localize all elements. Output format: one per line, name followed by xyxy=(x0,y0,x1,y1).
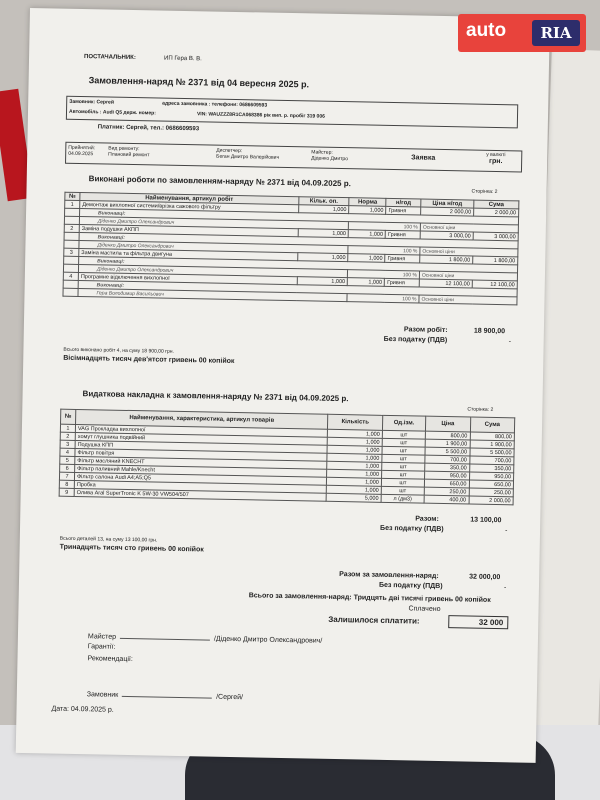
executor-share-note: Основної ціни xyxy=(419,295,517,305)
goods-col-unit: Од.ізм. xyxy=(382,415,425,431)
goods-unit: шт xyxy=(381,470,424,479)
works-vat-value: - xyxy=(508,338,512,346)
executor-share-note: Основної ціни xyxy=(420,223,518,233)
work-sum: 3 000,00 xyxy=(473,232,518,241)
order-total-label: Разом за замовлення-наряд: xyxy=(339,571,439,580)
customer-signature-line xyxy=(122,690,212,699)
goods-n: 3 xyxy=(60,440,75,448)
goods-qty: 1,000 xyxy=(327,437,382,446)
goods-sum: 250,00 xyxy=(469,488,514,497)
goods-price: 1 900,00 xyxy=(425,439,470,448)
goods-name: Фільтр масляний KNECHT xyxy=(75,456,327,469)
order-total-words: Всього за замовлення-наряд: Тридцять дві тисячі гривень 00 копійок xyxy=(248,592,491,604)
goods-qty: 1,000 xyxy=(327,485,382,494)
works-total-label: Разом робіт: xyxy=(403,326,448,335)
work-unit: Гривня xyxy=(385,254,420,263)
works-total-words: Вісімнадцять тисяч дев'ятсот гривень 00 копійок xyxy=(63,354,235,365)
goods-price: 250,00 xyxy=(424,487,469,496)
goods-col-qty: Кількість xyxy=(328,414,383,430)
request-label: Заявка xyxy=(411,154,436,162)
work-price: 3 000,00 xyxy=(420,231,473,240)
auto-ria-watermark xyxy=(458,14,586,52)
goods-name: VAG Прокладка вихлопної xyxy=(75,424,327,437)
currency-value: грн. xyxy=(488,157,503,166)
work-norm: 1,000 xyxy=(348,254,385,263)
customer-signature-row xyxy=(87,689,243,701)
goods-sum: 1 900,00 xyxy=(470,440,515,449)
goods-vat-value: - xyxy=(504,527,508,535)
work-name: Програмне відключення вихлопної xyxy=(78,272,297,284)
goods-price: 800,00 xyxy=(425,431,470,440)
executor-share: 100 % xyxy=(348,246,420,255)
executor-name: Гера Володимир Васильович xyxy=(78,288,347,301)
work-sum: 2 000,00 xyxy=(474,208,519,217)
works-summary: Всього виконано робіт 4, на суму 18 900,00 грн. xyxy=(63,346,174,355)
recommendations-label: Рекомендації: xyxy=(87,655,133,664)
executor-name: Діденко Дмитро Олександрович xyxy=(78,264,347,277)
goods-n: 1 xyxy=(60,424,75,432)
goods-n: 8 xyxy=(59,480,74,488)
goods-price: 350,00 xyxy=(425,463,470,472)
work-name: Заміна мастила та фільтра двигуна xyxy=(79,248,298,260)
car-line: Автомобіль : Audi Q5 держ. номер: xyxy=(68,108,156,117)
master-label: Майстер: xyxy=(311,149,333,156)
goods-unit: шт xyxy=(382,462,425,471)
currency-label: у валюті xyxy=(486,151,506,159)
goods-name: Фільтр повітря xyxy=(75,448,327,461)
goods-n: 7 xyxy=(59,472,74,480)
goods-qty: 1,000 xyxy=(327,461,382,470)
goods-n: 2 xyxy=(60,432,75,440)
received-value: 04.09.2025 xyxy=(68,150,94,158)
work-price: 1 800,00 xyxy=(420,255,473,264)
goods-qty: 1,000 xyxy=(327,453,382,462)
goods-col-name: Найменування, характеристика, артикул товарів xyxy=(76,409,329,429)
supplier-name: ИП Гера В. В. xyxy=(163,55,202,63)
goods-unit: шт xyxy=(382,454,425,463)
works-col-unit: н/год xyxy=(386,198,421,207)
works-vat-label: Без податку (ПДВ) xyxy=(383,335,448,345)
works-title: Виконані роботи по замовленням-наряду № 2371 від 04.09.2025 р. xyxy=(88,174,351,189)
executors-label: Виконавці: xyxy=(78,280,517,296)
work-sum: 12 100,00 xyxy=(472,280,517,289)
goods-qty: 1,000 xyxy=(328,429,383,438)
master-signature-row xyxy=(88,631,322,644)
received-label: Прийнятий: xyxy=(68,144,96,152)
goods-col-n: № xyxy=(61,409,76,424)
work-norm: 1,000 xyxy=(348,230,385,239)
watermark-ria-badge: RIA xyxy=(532,20,580,46)
works-col-n: № xyxy=(65,192,80,200)
executor-share: 100 % xyxy=(349,222,421,231)
work-qty: 1,000 xyxy=(297,277,348,286)
work-norm: 1,000 xyxy=(348,278,385,287)
goods-col-sum: Сума xyxy=(470,417,515,433)
works-table xyxy=(62,192,519,306)
master-signature-line xyxy=(120,632,210,641)
goods-price: 700,00 xyxy=(425,455,470,464)
supplier-label: ПОСТАЧАЛЬНИК: xyxy=(84,54,136,62)
goods-unit: шт xyxy=(382,430,425,439)
work-qty: 1,000 xyxy=(298,229,349,238)
executor-share: 100 % xyxy=(348,270,420,279)
executor-name: Діденко Дмитро Олександрович xyxy=(79,216,348,229)
goods-sum: 700,00 xyxy=(469,456,514,465)
order-document xyxy=(16,8,550,763)
goods-unit: шт xyxy=(382,446,425,455)
goods-sum: 350,00 xyxy=(469,464,514,473)
due-value: 32 000 xyxy=(448,615,508,629)
work-unit: Гривня xyxy=(386,206,421,215)
goods-name: Пробка xyxy=(74,480,326,493)
goods-title: Видаткова накладна к замовлення-наряду № 2371 від 04.09.2025 р. xyxy=(82,389,349,404)
customer-signature-name: /Сергей/ xyxy=(216,693,244,702)
goods-price: 400,00 xyxy=(424,495,469,504)
order-total-value: 32 000,00 xyxy=(469,573,501,582)
vin-line: VIN: WAUZZZ8R1CA068386 рік вип. р. пробіг 319 006 xyxy=(196,111,325,120)
goods-unit: шт xyxy=(382,438,425,447)
warranty-label: Гарантії: xyxy=(87,643,116,651)
work-name: Демонтаж вихлопної системи/врізка сажового фільтру xyxy=(80,200,299,212)
goods-unit: шт xyxy=(381,486,424,495)
order-vat-value: - xyxy=(503,584,507,592)
goods-qty: 1,000 xyxy=(327,469,382,478)
master-value: Діденко Дмитро xyxy=(311,155,349,163)
work-norm: 1,000 xyxy=(349,206,386,215)
goods-name: хомут глушника подвійний xyxy=(75,432,327,445)
due-label: Залишилося сплатити: xyxy=(328,614,420,626)
goods-sum: 5 500,00 xyxy=(469,448,514,457)
goods-n: 5 xyxy=(60,456,75,464)
work-unit: Гривня xyxy=(385,230,420,239)
executor-share-note: Основної ціни xyxy=(420,247,518,257)
goods-total-label: Разом: xyxy=(415,515,439,523)
paid-label: Сплачено xyxy=(408,605,441,613)
goods-sum: 650,00 xyxy=(469,480,514,489)
works-col-sum: Сума xyxy=(474,200,519,209)
goods-sum: 2 000,00 xyxy=(469,496,514,505)
goods-total-value: 13 100,00 xyxy=(470,516,502,525)
goods-price: 950,00 xyxy=(425,471,470,480)
work-n: 3 xyxy=(64,248,79,256)
goods-price: 5 500,00 xyxy=(425,447,470,456)
goods-unit: шт xyxy=(381,478,424,487)
work-unit: Гривня xyxy=(385,278,420,287)
dispatcher-value: Беган Дмитро Валерійович xyxy=(216,153,280,161)
works-total-value: 18 900,00 xyxy=(473,327,506,336)
work-qty: 1,000 xyxy=(298,205,349,214)
work-price: 12 100,00 xyxy=(419,279,472,288)
goods-page-number: Сторінка: 2 xyxy=(467,406,494,413)
goods-summary: Всього деталей 13, на суму 13 100,00 грн. xyxy=(59,535,158,544)
executors-label: Виконавці: xyxy=(79,256,518,272)
goods-qty: 1,000 xyxy=(327,477,382,486)
document-date: Дата: 04.09.2025 р. xyxy=(51,705,114,714)
work-sum: 1 800,00 xyxy=(473,256,518,265)
executor-share: 100 % xyxy=(347,294,419,303)
info-strip xyxy=(65,142,522,173)
master-signature-label: Майстер xyxy=(87,633,117,641)
works-col-qty: Кільк. оп. xyxy=(299,197,350,206)
goods-qty: 5,000 xyxy=(326,493,381,502)
works-col-norm: Норма xyxy=(349,198,386,207)
customer-signature-label: Замовник xyxy=(86,691,119,699)
goods-n: 6 xyxy=(60,464,75,472)
works-col-name: Найменування, артикул робіт xyxy=(80,192,299,204)
goods-total-words: Тринадцять тисяч сто гривень 00 копійок xyxy=(59,543,204,554)
goods-unit: л (дм3) xyxy=(381,494,424,503)
goods-n: 4 xyxy=(60,448,75,456)
goods-name: Олива Aral SuperTronic K 5W-30 VW504/507 xyxy=(74,488,326,501)
watermark-auto-text: auto xyxy=(466,20,507,41)
repair-type-value: Плановий ремонт xyxy=(108,151,150,159)
customer-box xyxy=(66,96,518,129)
executor-name: Діденко Дмитро Олександрович xyxy=(79,240,348,253)
executors-label: Виконавці: xyxy=(80,208,519,224)
repair-type-label: Вид ремонту: xyxy=(108,145,140,153)
work-n: 1 xyxy=(65,200,80,208)
goods-sum: 800,00 xyxy=(470,432,515,441)
address-line: адреса замовника : телефони: 0686609593 xyxy=(162,100,268,109)
goods-table xyxy=(59,409,516,506)
order-vat-label: Без податку (ПДВ) xyxy=(378,581,443,591)
document-title: Замовлення-наряд № 2371 від 04 вересня 2025 р. xyxy=(88,75,310,90)
goods-vat-label: Без податку (ПДВ) xyxy=(380,524,444,534)
goods-name: Подушка КПП xyxy=(75,440,327,453)
goods-price: 650,00 xyxy=(424,479,469,488)
goods-name: Фільтр салона Audi A4;A5;Q5 xyxy=(74,472,326,485)
goods-n: 9 xyxy=(59,488,74,496)
executor-share-note: Основної ціни xyxy=(419,271,517,281)
goods-sum: 950,00 xyxy=(469,472,514,481)
goods-col-price: Ціна xyxy=(425,416,470,432)
executors-label: Виконавці: xyxy=(79,232,518,248)
goods-name: Фільтр паливний Mahle/Knecht xyxy=(75,464,327,477)
work-n: 4 xyxy=(63,272,78,280)
works-col-price: Ціна н/год xyxy=(421,199,474,208)
payer-line: Платник: Сергей, тел.: 0686609593 xyxy=(97,124,200,133)
work-n: 2 xyxy=(64,224,79,232)
goods-qty: 1,000 xyxy=(327,445,382,454)
work-name: Заміна подушки АКПП xyxy=(79,224,298,236)
master-signature-name: /Діденко Дмитро Олександрович/ xyxy=(213,635,323,645)
work-qty: 1,000 xyxy=(297,253,348,262)
work-price: 2 000,00 xyxy=(421,207,474,216)
works-page-number: Сторінка: 2 xyxy=(471,188,498,196)
customer-line: Замовник: Сергей xyxy=(69,98,114,106)
dispatcher-label: Диспетчер: xyxy=(216,147,243,155)
